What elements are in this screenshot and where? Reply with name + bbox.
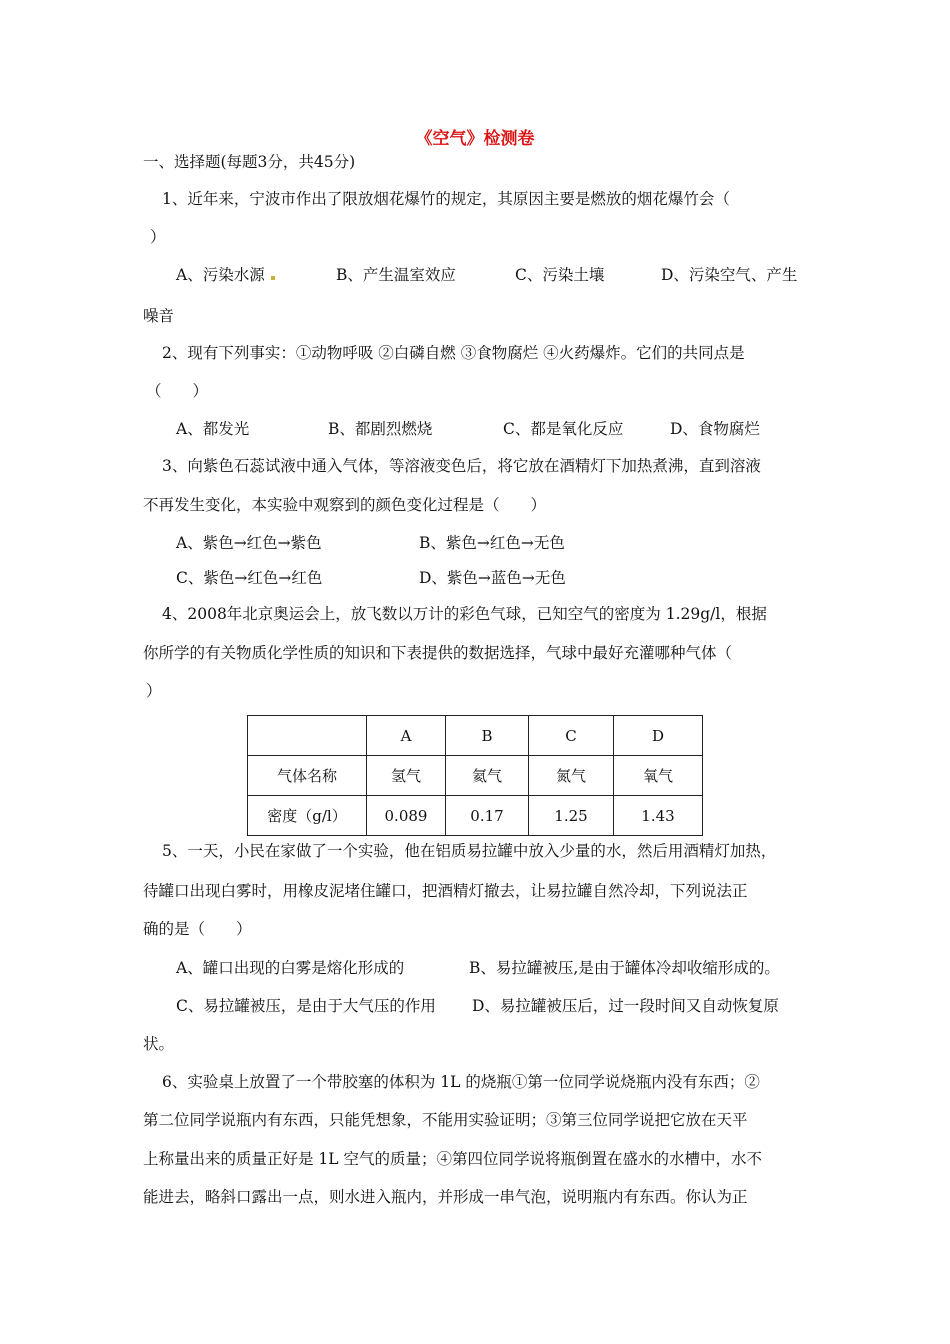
q3-option-b: B、紫色→红色→无色 bbox=[419, 534, 565, 552]
scan-dot bbox=[271, 276, 275, 280]
table-cell: 气体名称 bbox=[248, 756, 367, 796]
q3-line-1: 3、向紫色石蕊试液中通入气体，等溶液变色后，将它放在酒精灯下加热煮沸，直到溶液 bbox=[162, 457, 761, 475]
q2-line-1: 2、现有下列事实：①动物呼吸 ②白磷自燃 ③食物腐烂 ④火药爆炸。它们的共同点是 bbox=[162, 344, 745, 362]
q5-option-b: B、易拉罐被压,是由于罐体冷却收缩形成的。 bbox=[469, 959, 780, 977]
table-cell: D bbox=[614, 716, 703, 756]
table-row bbox=[248, 716, 703, 756]
q4-line-1: 4、2008年北京奥运会上，放飞数以万计的彩色气球，已知空气的密度为 1.29g/l，根据 bbox=[162, 605, 767, 623]
q1-option-d-cont: 噪音 bbox=[143, 307, 175, 325]
gas-density-table bbox=[247, 715, 703, 836]
q1-option-c: C、污染土壤 bbox=[515, 266, 605, 284]
page-title: 《空气》检测卷 bbox=[415, 129, 535, 149]
q1-option-a-text: A、污染水源 bbox=[176, 266, 265, 284]
q1-option-a bbox=[176, 265, 276, 285]
q3-option-c: C、紫色→红色→红色 bbox=[176, 569, 323, 587]
table-row bbox=[248, 756, 703, 796]
q5-option-d-cont: 状。 bbox=[143, 1035, 175, 1053]
q1-line-1: 1、近年来，宁波市作出了限放烟花爆竹的规定，其原因主要是燃放的烟花爆竹会（ bbox=[162, 190, 730, 208]
table-cell: 0.089 bbox=[367, 796, 446, 836]
table-cell: 1.25 bbox=[529, 796, 614, 836]
q4-line-3: ） bbox=[146, 682, 162, 700]
q2-line-2: （ ） bbox=[146, 382, 209, 400]
table-cell: B bbox=[446, 716, 529, 756]
table-cell: 氢气 bbox=[367, 756, 446, 796]
q5-line-2: 待罐口出现白雾时，用橡皮泥堵住罐口，把酒精灯撤去，让易拉罐自然冷却，下列说法正 bbox=[143, 882, 748, 900]
q5-option-d: D、易拉罐被压后，过一段时间又自动恢复原 bbox=[472, 997, 779, 1015]
q1-line-2: ） bbox=[150, 228, 166, 246]
q2-option-a: A、都发光 bbox=[176, 420, 250, 438]
q3-option-d: D、紫色→蓝色→无色 bbox=[419, 569, 566, 587]
q3-line-2: 不再发生变化，本实验中观察到的颜色变化过程是（ ） bbox=[143, 496, 547, 514]
section-heading: 一、选择题(每题3分，共45分) bbox=[143, 153, 356, 171]
table-cell: 0.17 bbox=[446, 796, 529, 836]
q5-line-1: 5、一天，小民在家做了一个实验，他在铝质易拉罐中放入少量的水，然后用酒精灯加热， bbox=[162, 842, 777, 860]
table-cell: 氧气 bbox=[614, 756, 703, 796]
q3-option-a: A、紫色→红色→紫色 bbox=[176, 534, 322, 552]
q6-line-4: 能进去，略斜口露出一点，则水进入瓶内，并形成一串气泡，说明瓶内有东西。你认为正 bbox=[143, 1188, 748, 1206]
table-cell: 密度（g/l） bbox=[248, 796, 367, 836]
q2-option-d: D、食物腐烂 bbox=[670, 420, 760, 438]
q4-line-2: 你所学的有关物质化学性质的知识和下表提供的数据选择，气球中最好充灌哪种气体（ bbox=[143, 644, 733, 662]
table-cell bbox=[248, 716, 367, 756]
q1-option-b: B、产生温室效应 bbox=[336, 266, 456, 284]
q1-option-d: D、污染空气、产生 bbox=[661, 266, 798, 284]
table-row bbox=[248, 796, 703, 836]
q5-option-c: C、易拉罐被压，是由于大气压的作用 bbox=[176, 997, 436, 1015]
q5-line-3: 确的是（ ） bbox=[143, 920, 252, 938]
q6-line-3: 上称量出来的质量正好是 1L 空气的质量；④第四位同学说将瓶倒置在盛水的水槽中，水不 bbox=[143, 1150, 763, 1168]
table-cell: 1.43 bbox=[614, 796, 703, 836]
table-cell: A bbox=[367, 716, 446, 756]
table-cell: 氦气 bbox=[446, 756, 529, 796]
q5-option-a: A、罐口出现的白雾是熔化形成的 bbox=[176, 959, 405, 977]
table-cell: 氮气 bbox=[529, 756, 614, 796]
q2-option-c: C、都是氧化反应 bbox=[503, 420, 624, 438]
q6-line-2: 第二位同学说瓶内有东西，只能凭想象，不能用实验证明；③第三位同学说把它放在天平 bbox=[143, 1111, 748, 1129]
table-cell: C bbox=[529, 716, 614, 756]
q2-option-b: B、都剧烈燃烧 bbox=[328, 420, 433, 438]
q6-line-1: 6、实验桌上放置了一个带胶塞的体积为 1L 的烧瓶①第一位同学说烧瓶内没有东西；② bbox=[162, 1073, 760, 1091]
